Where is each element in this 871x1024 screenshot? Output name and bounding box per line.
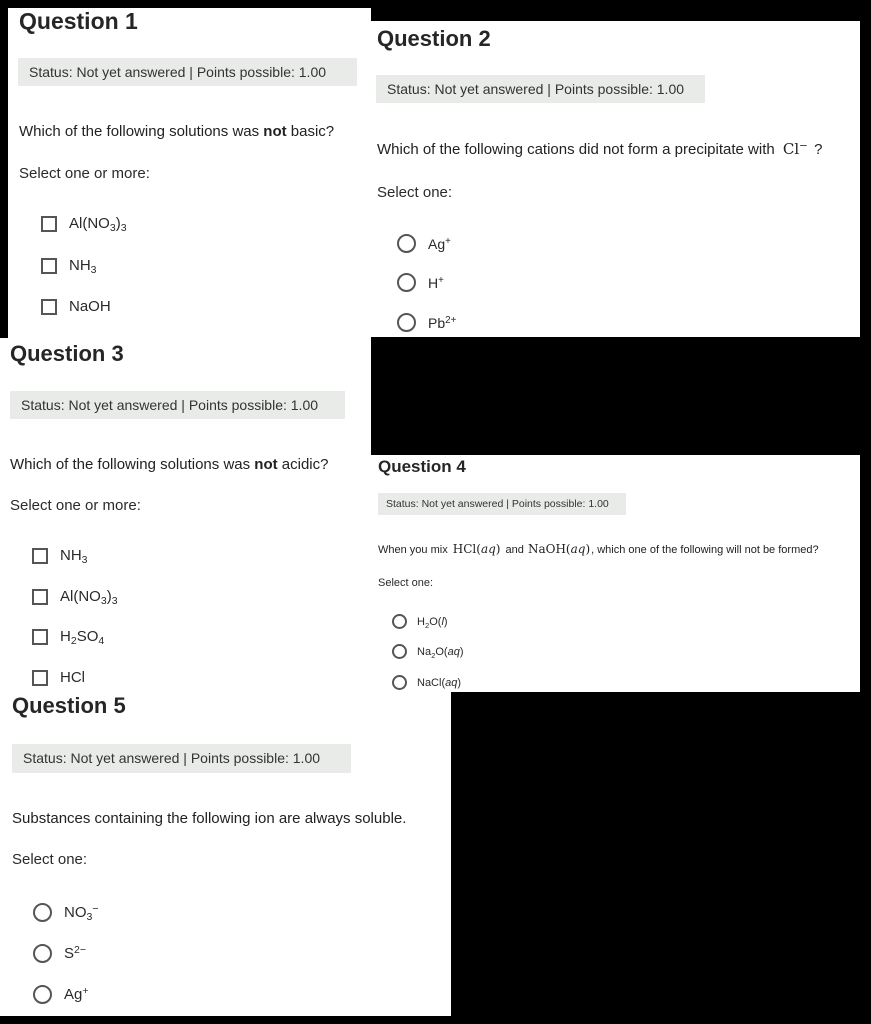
option-label: $H_2O(l)$ [417, 615, 448, 630]
checkbox[interactable] [32, 589, 48, 605]
select-instruction: Select one: [12, 851, 88, 868]
option-no3-minus[interactable] [33, 903, 98, 922]
question-2-panel [371, 21, 860, 337]
option-ag-plus[interactable] [397, 234, 451, 253]
option-h-plus[interactable] [397, 273, 444, 292]
prompt-text: Which of the following cations did not form a precipitate with [377, 141, 775, 158]
radio-button[interactable] [397, 234, 416, 253]
radio-button[interactable] [33, 985, 52, 1004]
status-badge: Status: Not yet answered | Points possible: 1.00 [10, 391, 345, 419]
status-badge: Status: Not yet answered | Points possible: 1.00 [12, 744, 351, 773]
option-label: HCl [60, 669, 85, 686]
option-s-2minus[interactable] [33, 944, 86, 963]
option-label: $Pb^{2+}$ [428, 314, 457, 331]
option-h2o[interactable] [392, 614, 448, 629]
prompt-text: Which of the following solutions was [10, 456, 255, 473]
question-prompt [378, 542, 819, 556]
radio-button[interactable] [392, 675, 407, 690]
prompt-emphasis: not [254, 456, 278, 473]
radio-button[interactable] [397, 313, 416, 332]
status-badge: Status: Not yet answered | Points possible: 1.00 [376, 75, 705, 103]
question-title: Question 3 [10, 341, 124, 366]
option-nh3[interactable] [32, 547, 88, 564]
radio-button[interactable] [392, 644, 407, 659]
naoh-formula: NaOH(aq) [527, 542, 591, 556]
question-3-panel [0, 338, 371, 692]
question-prompt [19, 123, 334, 140]
question-title: Question 1 [19, 8, 138, 34]
checkbox[interactable] [41, 299, 57, 315]
option-label: Ag+ [428, 235, 451, 252]
checkbox[interactable] [32, 629, 48, 645]
question-5-panel [0, 692, 451, 1016]
select-instruction: Select one: [378, 577, 434, 589]
prompt-text-end: basic? [286, 123, 335, 140]
option-label: $Al(NO_3)_3$ [60, 588, 118, 607]
option-na2o[interactable] [392, 644, 464, 659]
option-ag-plus[interactable] [33, 985, 89, 1004]
option-label: $S^{2-}$ [64, 944, 86, 962]
option-label: $H_2SO_4$ [60, 628, 105, 647]
option-al-no3-3[interactable] [32, 588, 118, 605]
select-instruction: Select one or more: [10, 497, 141, 514]
option-nacl[interactable] [392, 675, 461, 690]
chloride-formula: Cl− [782, 140, 808, 158]
prompt-emphasis: not [263, 123, 287, 140]
prompt-and: and [505, 544, 524, 556]
checkbox[interactable] [32, 670, 48, 686]
question-prompt: Substances containing the following ion are always soluble. [12, 810, 407, 827]
option-label: H+ [428, 274, 444, 291]
status-badge: Status: Not yet answered | Points possible: 1.00 [378, 493, 626, 515]
question-title: Question 5 [12, 693, 126, 718]
prompt-text: Which of the following solutions was [19, 123, 264, 140]
option-label: $NH_3$ [69, 257, 97, 276]
prompt-text-end: , which one of the following will not be formed? [591, 544, 819, 556]
prompt-text: When you mix [378, 544, 448, 556]
radio-button[interactable] [33, 903, 52, 922]
option-hcl[interactable] [32, 669, 85, 686]
option-pb-2plus[interactable] [397, 313, 456, 332]
select-instruction: Select one: [377, 184, 453, 201]
radio-button[interactable] [392, 614, 407, 629]
question-title: Question 2 [377, 26, 491, 51]
status-badge: Status: Not yet answered | Points possible: 1.00 [18, 58, 357, 86]
hcl-formula: HCl(aq) [452, 542, 501, 556]
question-1-panel [8, 8, 371, 338]
option-label: $Na_2O(aq)$ [417, 645, 464, 660]
prompt-text-end: acidic? [277, 456, 329, 473]
option-al-no3-3[interactable] [41, 215, 127, 232]
option-label: $Al(NO_3)_3$ [69, 215, 127, 234]
checkbox[interactable] [41, 258, 57, 274]
checkbox[interactable] [41, 216, 57, 232]
option-label: Ag+ [64, 985, 89, 1003]
question-4-panel [371, 455, 860, 692]
select-instruction: Select one or more: [19, 165, 150, 182]
question-prompt [377, 140, 822, 158]
option-label: $NO_3^-$ [64, 903, 99, 923]
option-naoh[interactable] [41, 298, 111, 315]
radio-button[interactable] [397, 273, 416, 292]
checkbox[interactable] [32, 548, 48, 564]
radio-button[interactable] [33, 944, 52, 963]
prompt-end: ? [814, 141, 823, 158]
option-h2so4[interactable] [32, 628, 104, 645]
option-label: NaOH [69, 298, 111, 315]
option-nh3[interactable] [41, 257, 97, 274]
option-label: NaCl(aq) [417, 676, 462, 689]
question-prompt [10, 456, 328, 473]
option-label: $NH_3$ [60, 547, 88, 566]
question-title: Question 4 [378, 457, 466, 476]
